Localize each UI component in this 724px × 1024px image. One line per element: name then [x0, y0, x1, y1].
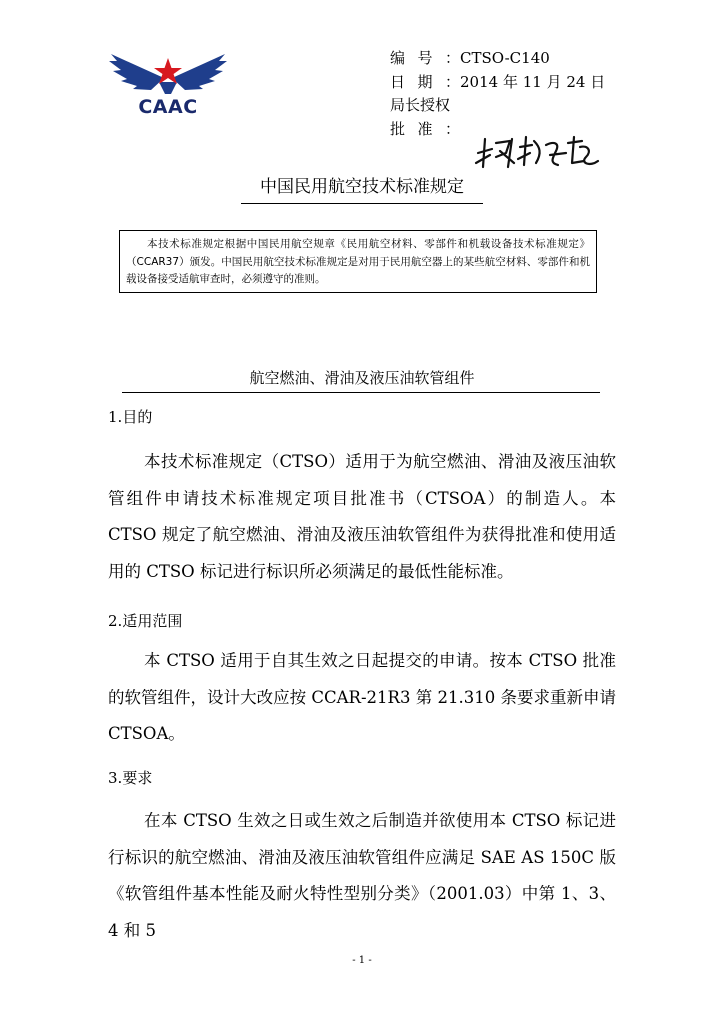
meta-authorization-row	[390, 94, 605, 118]
page-number: - 1 -	[352, 955, 372, 966]
meta-date-row	[390, 71, 605, 95]
section-heading-requirements	[108, 767, 152, 788]
meta-authorization-label: 局长授权	[390, 96, 451, 114]
caac-logo-text: CAAC	[138, 96, 198, 118]
logo-left-wing	[109, 54, 164, 90]
title-underline	[241, 203, 483, 204]
section-body-scope: 本 CTSO 适用于自其生效之日起提交的申请。按本 CTSO 批准的软管组件，设计大改应按 CCAR-21R3 第 21.310 条要求重新申请 CTSOA。	[108, 651, 616, 743]
meta-approval-label: 批准：	[390, 119, 460, 138]
section-number: 2.	[108, 612, 123, 630]
notice-box: 本技术标准规定根据中国民用航空规章《民用航空材料、零部件和机载设备技术标准规定》（CCAR37）颁发。中国民用航空技术标准规定是对用于民用航空器上的某些航空材料、零部件和机载设备接受适航审查时，必须遵守的准则。	[119, 230, 597, 293]
section-number: 1.	[108, 408, 123, 426]
meta-number-row	[390, 47, 605, 71]
meta-date-label: 日期：	[390, 72, 460, 91]
section-body-purpose: 本技术标准规定（CTSO）适用于为航空燃油、滑油及液压油软管组件申请技术标准规定项目批准书（CTSOA）的制造人。本 CTSO 规定了航空燃油、滑油及液压油软管组件为获得批准和使用适用的 CTSO 标记进行标识所必须满足的最低性能标准。	[108, 452, 616, 581]
document-meta	[390, 47, 605, 141]
meta-date-value: 2014 年 11 月 24 日	[460, 72, 606, 91]
document-subtitle: 航空燃油、滑油及液压油软管组件	[249, 369, 475, 387]
section-heading-purpose	[108, 406, 152, 427]
section-title: 适用范围	[122, 612, 183, 630]
page-title: 中国民用航空技术标准规定	[260, 177, 464, 197]
logo-right-wing	[172, 54, 227, 90]
meta-number-label: 编号：	[390, 49, 460, 67]
section-title: 目的	[122, 408, 153, 426]
section-heading-scope	[108, 610, 182, 631]
logo-body	[159, 82, 177, 94]
section-title: 要求	[122, 769, 153, 787]
section-number: 3.	[108, 769, 123, 787]
signature-image	[470, 133, 620, 171]
meta-number-value: CTSO-C140	[460, 49, 550, 67]
subtitle-underline	[122, 392, 600, 393]
section-body-requirements: 在本 CTSO 生效之日或生效之后制造并欲使用本 CTSO 标记进行标识的航空燃油、滑油及液压油软管组件应满足 SAE AS 150C 版《软管组件基本性能及耐火特性型别分类》（2001.03）中第 1、3、4 和 5	[108, 811, 616, 940]
